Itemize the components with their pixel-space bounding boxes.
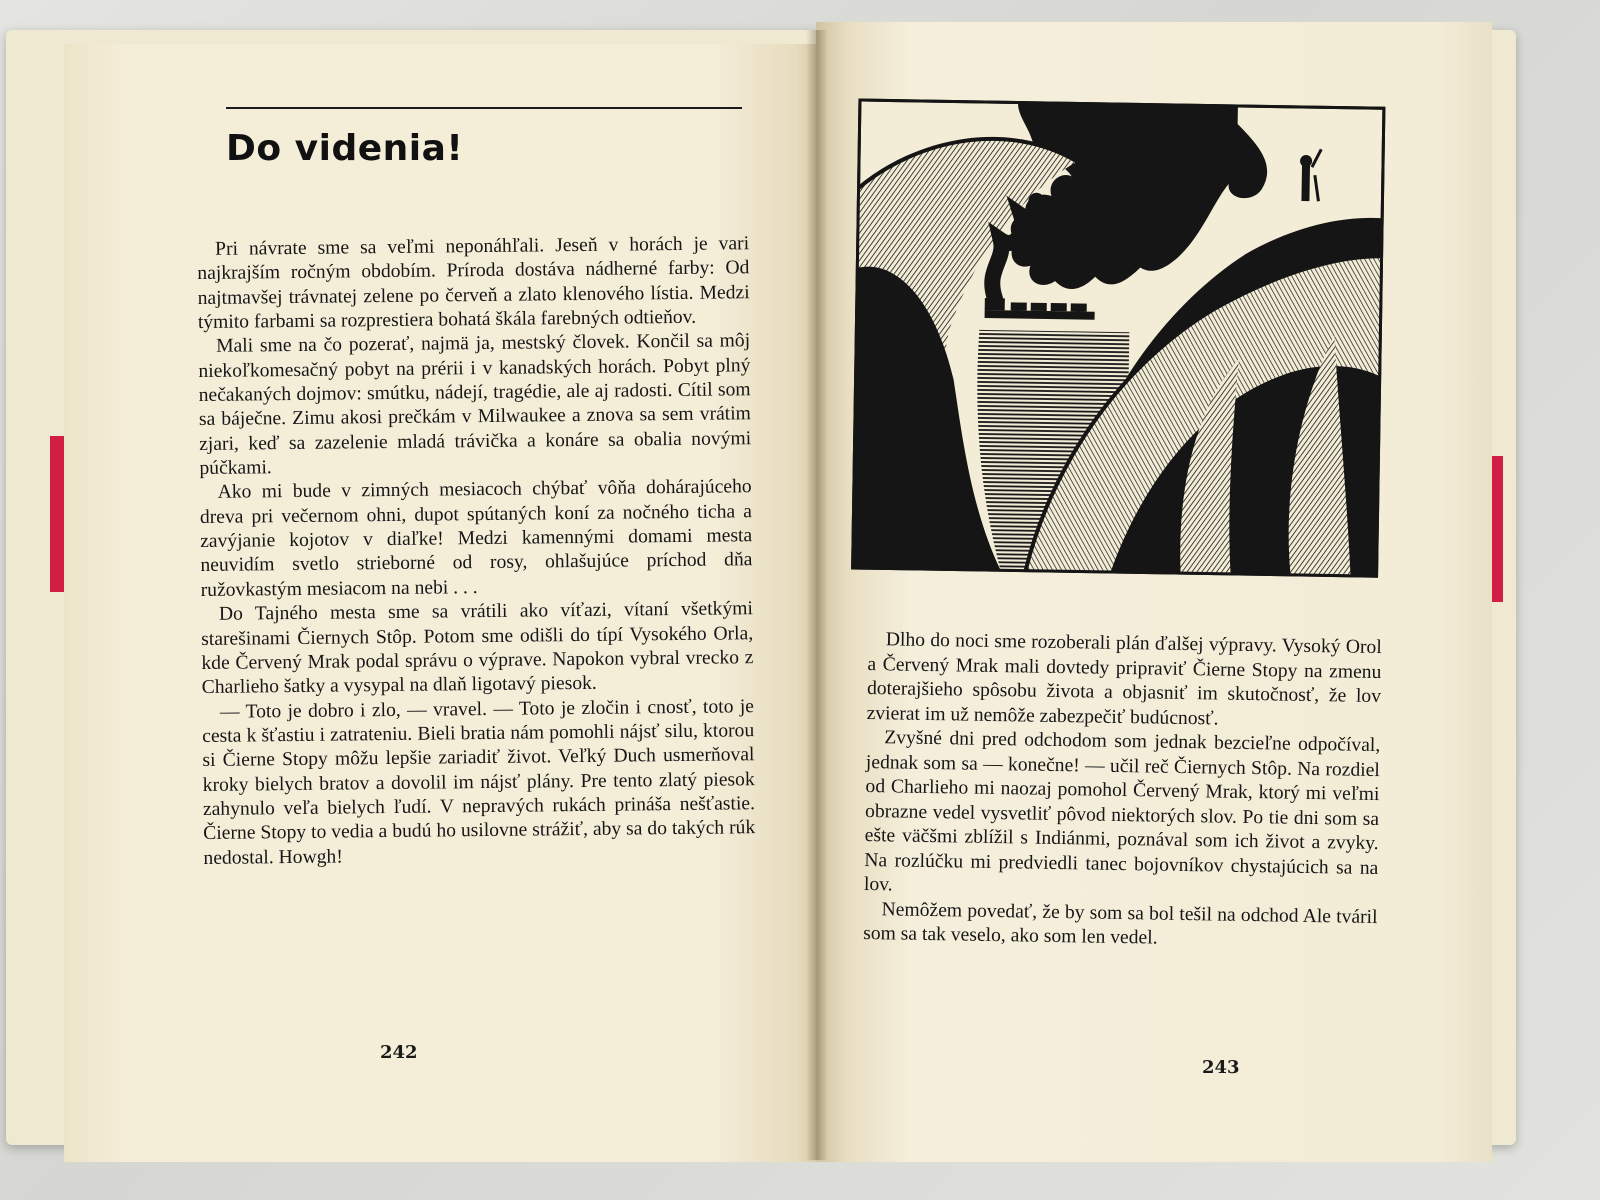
title-rule [226,107,742,109]
woodcut-illustration [851,98,1386,578]
book-gutter [806,30,828,1160]
paragraph: Pri návrate sme sa veľmi neponáhľali. Jeseň v horách je vari najkrajším ročným obdobím. Príroda dostáva nádherné farby: Od najtmavšej trávnatej zelene po červeň a zlato klenového lístia. Medzi týmito farbami sa rozprestiera bohatá škála farebných odtieňov. [197,233,750,334]
paragraph: Zvyšné dni pred odchodom som jednak bezcieľne odpočíval, jednak som sa — konečne! — učil reč Čiernych Stôp. Na rozdiel od Charlieho mi naozaj pomohol Červený Mrak, ktorý mi veľmi obrazne vedel vysvetliť pôvod niektorých slov. Po tie dni som sa ešte väčšmi zblížil s Indiánmi, poznával som ich život a zvyky. Na rozlúčku mi predviedli tanec bojovníkov chystajúcich sa na lov. [863,727,1381,896]
paragraph: Dlho do noci sme rozoberali plán ďalšej výpravy. Vysoký Orol a Červený Mrak mali dovtedy pripraviť Čierne Stopy na zmenu doterajšieho spôsobu života a objasniť im skutočnosť, že lov zvierat im už nemôže zabezpečiť budúcnosť. [866,629,1382,730]
chapter-title: Do videnia! [226,128,464,169]
paragraph: Do Tajného mesta sme sa vrátili ako víťazi, vítaní všetkými starešinami Čiernych Stôp. Potom sme odišli do típí Vysokého Orla, kde Červený Mrak podal správu o výprave. Napokon vybral vrecko z Charlieho šatky a vysypal na dlaň ligotavý piesok. [201,598,754,699]
left-page-text [197,232,756,871]
paragraph: — Toto je dobro i zlo, — vravel. — Toto je zločin i cnosť, toto je cesta k šťastiu i zatrateniu. Bieli bratia nám pomohli nájsť silu, ktorou si Čierne Stopy môžu lepšie zariadiť život. Veľký Duch usmerňoval kroky bielych bratov a dovolil im nájsť plány. Pre tento zlatý piesok zahynulo veľa bielych ľudí. V nepravých rukách prináša nešťastie. Čierne Stopy to vedia a budú ho usilovne strážiť, aby sa do takých rúk nedostal. Howgh! [202,695,756,869]
right-page-text [863,628,1382,955]
page-number-left: 242 [380,1042,418,1063]
paragraph: Mali sme na čo pozerať, najmä ja, mestský človek. Končil sa môj niekoľkomesačný pobyt na prérii i v kanadských horách. Pobyt plný nečakaných dojmov: smútku, nádejí, tragédie, ale aj radosti. Cítil som sa báječne. Zimu akosi prečkám v Milwaukee a znova sa sem vrátim zjari, keď sa zazelenie mladá trávička a konáre sa obalia novými púčkami. [198,330,752,480]
illustration-svg [851,98,1386,578]
paragraph: Nemôžem povedať, že by som sa bol tešil na odchod Ale tváril som sa tak veselo, ako som len vedel. [863,898,1378,949]
paragraph: Ako mi bude v zimných mesiacoch chýbať vôňa dohárajúceho dreva pri večernom ohni, dupot spútaných koní za nočného ticha a zavýjanie kojotov v diaľke! Medzi kamennými domami mesta neuvidím svetlo strieborné od rosy, ohlašujúce príchod dňa ružovkastým mesiacom na nebi . . . [199,476,753,601]
page-number-right: 243 [1202,1057,1240,1078]
